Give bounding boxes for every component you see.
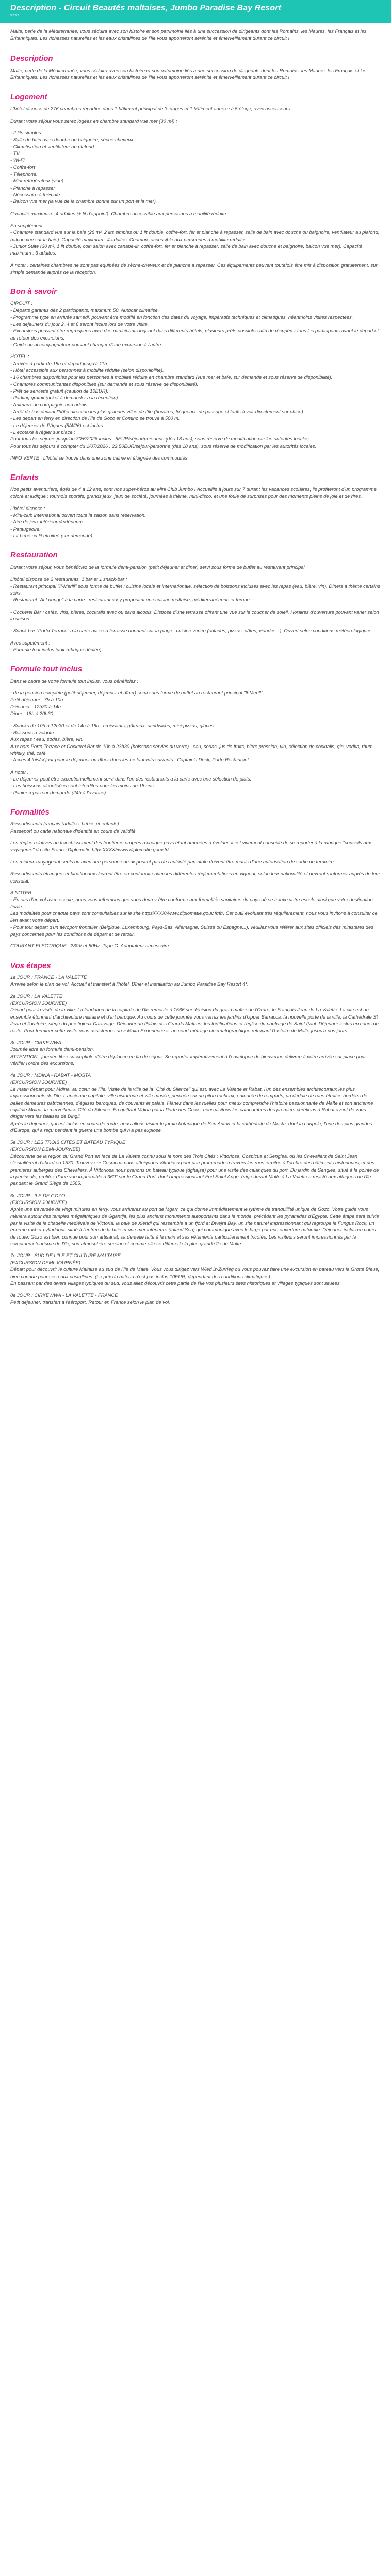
intro-paragraph: Malte, perle de la Méditerranée, vous séduira avec son histoire et son patrimoine liés à une succession de dirigeants dont les Romains, les Maures, les Français et les Britanniques. Les richesses naturelles et les eaux cristallines de l'île vous apporteront sérénité et émerveillement durant ce circuit ! <box>10 28 367 41</box>
section-paragraph: L'hôtel dispose : - Mini-club international ouvert toute la saison sans réservation. - Aire de jeux intérieure/extérieure. - Pataugeoire. - Lit bébé ou lit étroiteé (sur demande). <box>10 505 146 539</box>
section-paragraph: Ressortissants étrangers et binationaux devront être en conformité avec les différentes réglementations en vigueur, selon leur nationalité et devront s'informer auprès de leur consulat. <box>10 871 380 884</box>
section-title-vos-etapes: Vos étapes <box>10 961 51 970</box>
section-paragraph: A NOTER : - En cas d'un vol avec escale, nous vous informons que vous devrez être conforme aux formalités sanitaires du pays où se trouve votre escale ainsi que votre destination finale. Les modalités pour chaque pays sont consultables sur le site httpsXXXX//www.diplomatie.gouv.fr/fr/. Cet outil évoluant très régulièrement, nous vous invitons à consulter ce lien avant votre départ. - Pour tout départ d'un aéroport frontalier (Belgique, Luxembourg, Pays-Bas, Allemagne, Suisse ou Espagne...), veuillez vous référer aux sites officiels des ministères des pays concernés pour les conditions de départ et de retour. <box>10 889 378 937</box>
section-paragraph: Dans le cadre de votre formule tout inclus, vous bénéficiez : <box>10 677 139 684</box>
section-paragraph: Ressortissants français (adultes, bébés et enfants) : Passeport ou carte nationale d'identité en cours de validité. <box>10 821 137 834</box>
section-paragraph: L'hôtel dispose de 276 chambres réparties dans 1 bâtiment principal de 3 étages et 1 bâtiment annexe à 5 étage, avec ascenseurs. <box>10 106 291 112</box>
section-title-restauration: Restauration <box>10 551 58 560</box>
section-paragraph: Les mineurs voyageant seuls ou avec une personne ne disposant pas de l'autorité parentale doivent être munis d'une autorisation de sortie de territoire. <box>10 858 335 865</box>
section-paragraph: - Snacks de 10h à 12h30 et de 14h à 18h : croissants, gâteaux, sandwichs, mini-pizzas, glaces. - Boissons à volonté : Aux repas : eau, sodas, bière, vin. Aux bars Porto Terrace et Cockerel Bar de 10h à 23h30 (boissons servies au verre) : eau, sodas, jus de fruits, bière pression, vin, sélection de cocktails, gin, vodka, rhum, whisky, thé, café. - Accès 4 fois/séjour pour le déjeuner ou dîner dans les restaurants suivants : Captain's Deck, Porto Restaurant. <box>10 722 374 763</box>
main-content <box>0 23 391 1306</box>
section-title-formule-tout-inclus: Formule tout inclus <box>10 665 83 674</box>
section-paragraph: COURANT ELECTRIQUE : 230V et 50Hz. Type G. Adaptateur nécessaire. <box>10 943 171 949</box>
section-paragraph: Capacité maximum : 4 adultes (+ lit d'appoint). Chambre accessible aux personnes à mobilité réduite. <box>10 210 228 216</box>
section-paragraph: Avec supplément : - Formule tout inclus (voir rubrique dédiée). <box>10 639 103 652</box>
section-title-enfants: Enfants <box>10 473 39 482</box>
section-formule-tout-inclus <box>10 664 381 796</box>
section-paragraph: - Snack bar "Porto Terrace" à la carte avec sa terrasse donnant sur la plage : cuisine variée (salades, pizzas, pâtes, viandes...). Ouvert selon conditions météorologiques. <box>10 628 373 634</box>
section-paragraph: - Cockerel Bar : cafés, vins, bières, cocktails avec ou sans alcools. Dispose d'une terrasse offrant une vue sur le coucher de soleil. Horaires d'ouverture pouvant varier selon la saison. <box>10 608 379 621</box>
section-paragraph: Les règles relatives au franchissement des frontières propres à chaque pays étant amenées à évoluer, il est vivement conseillé de se reporter à la rubrique "conseils aux voyageurs" du site France Diplomatie,httpsXXXX//www.diplomatie.gouv.fr/. <box>10 840 371 853</box>
section-description <box>10 54 381 80</box>
section-paragraph: L'hôtel dispose de 2 restaurants, 1 bar et 1 snack-bar : - Restaurant principal "Il-Merill" sous forme de buffet : cuisine locale et internationale, sélection de boissons incluses avec les repas (eau, bière, vin). Dîners à thème certains soirs. - Restaurant "Al Lounge" à la carte : restaurant cosy proposant une cuisine maltaise, méditerranéenne et turque. <box>10 576 380 603</box>
section-paragraph: 6e JOUR : ILE DE GOZO (EXCURSION JOURNÉE) Après une traversée de vingt minutes en ferry, vous arriverez au port de Mgarr, ce qui donne immédiatement le rythme de tranquillité unique de Gozo. Votre guide vous mènera autour des temples mégalithiques de Ggantija, les plus anciens monuments autoportants dans le monde, précédant les pyramides d'Égypte. Cette étape sera suivie par la visite de la citadelle médiévale de Victoria, la baie de Xlendi qui ressemble à un fjord et Dwejra Bay, un site naturel impressionnant qui regroupe le Fungus Rock, un énorme rocher cylindrique situé à l'entrée de la baie et une mer intérieure (Inland Sea) qui communique avec le large par une ouverture naturelle. Déjeuner inclus en cours de route. Gozo est bien connue pour son artisanat, sa dentelle faite à la main et ses vêtements particulièrement tricotés. Les visiteurs seront impressionnés par le somptueux tourisme de l'île, son atmosphère sereine et comme elle se diffère de la plus grande île de Malte. <box>10 1192 379 1247</box>
section-paragraph: Durant votre séjour, vous bénéficiez de la formule demi-pension (petit déjeuner et dîner) servi sous forme de buffet au restaurant principal. <box>10 564 306 570</box>
section-paragraph: HOTEL : - Arrivée à partir de 15h et départ jusqu'à 11h. - Hôtel accessible aux personnes à mobilité réduite (selon disponibilité). - 16 chambres disponibles pour les personnes à mobilité réduite en chambre standard (vue mer et baie, sur demande et sous réserve de disponibilité). - Chambres communicantes disponibles (sur demande et sous réserve de disponibilité). - Prêt de serviette gratuit (caution de 10EUR). - Parking gratuit (ticket à demander à la réception). - Animaux de compagnie non admis. - Arrêt de bus devant l'hôtel direction les plus grandes villes de l'île (horaires, fréquence de passage et tarifs à voir directement sur place). - Les départ en ferry en direction de l'île de Gozo et Comino se trouve à 500 m. - Le déjeuner de Pâques (5/4/26) est inclus. - L'ecotaxe à régler sur place : Pour tous les séjours jusqu'au 30/6/2026 inclus : 5EUR/séjour/personne (dès 18 ans), sous réserve de modification par les autorités locales. Pour tous les séjours à compter du 1/07/2026 : 22,50EUR/séjour/personne (dès 18 ans), sous réserve de modification par les autorités locales. <box>10 353 333 449</box>
section-paragraph: À noter : - Le déjeuner peut être exceptionnellement servi dans l'un des restaurants à la carte avec une sélection de plats. - Les boissons alcoolisées sont interdites pour les moins de 18 ans. - Panier repas sur demande (24h à l'avance). <box>10 769 252 795</box>
section-paragraph: 3e JOUR : CIRKEWWA Journée libre en formule demi-pension. ATTENTION : journée libre susceptible d'être déplacée en fin de séjour. Se reporter impérativement à l'enveloppe de bienvenue délivrée à votre arrivée sur place pour vérifier l'ordre des excursions. <box>10 1039 366 1066</box>
section-paragraph: 8e JOUR : CIRKEWWA - LA VALETTE - FRANCE Petit déjeuner, transfert à l'aéroport. Retour en France selon le plan de vol. <box>10 1292 170 1305</box>
page-title: Description - Circuit Beautés maltaises, Jumbo Paradise Bay Resort <box>10 4 281 12</box>
section-paragraph: Malte, perle de la Méditerranée, vous séduira avec son histoire et son patrimoine liés à une succession de dirigeants dont les Romains, les Maures, les Français et les Britanniques. Les richesses naturelles et les eaux cristallines de l'île vous apporteront sérénité et émerveillement durant ce circuit ! <box>10 67 367 80</box>
hotel-stars: **** <box>10 13 20 19</box>
section-vos-etapes <box>10 961 381 1306</box>
section-paragraph: INFO VERTE : L'hôtel se trouve dans une zone calme et éloignée des commodités. <box>10 455 189 461</box>
section-paragraph: 5e JOUR : LES TROIS CITÉS ET BATEAU TYPIQUE (EXCURSION DEMI-JOURNÉE) Découverte de la région du Grand Port en face de La Valette connu sous le nom des Trois Cités : Vittoriosa, Cospicua et Senglea, où les Chevaliers de Saint Jean s'installèrent d'abord en 1530. Trouvez sur Cospicua nous atteignons Vittoriosa pour une promenade à travers les rues étroites à l'ombre des bâtiments historiques, et des premières auberges des Chevaliers. À Vittoriosa nous prenons un bateau typique (dghajsa) pour une visite des calanques du port. Du jardin de Senglea, situé à la pointe de la péninsule, profitez d'une vue imprenable à 360° sur le Grand Port, dont l'impressionnant Fort Saint Ange, érigé durant Malte à La Valette a résisté aux attaques de l'île pendant le Grand Siège de 1565. <box>10 1139 379 1187</box>
page-header <box>0 0 391 23</box>
section-enfants <box>10 472 381 539</box>
section-title-description: Description <box>10 54 53 63</box>
section-paragraph: CIRCUIT : - Départs garantis dès 2 participants, maximum 50. Autocar climatisé. - Programme type en arrivée samedi, pouvant être modifié en fonction des dates du voyage, impératifs techniques et climatiques, néanmoins visites respectées. - Les déjeuners du jour 2, 4 et 6 seront inclus lors de votre visite. - Excursions pouvant être regroupées avec des participants logeant dans différents hôtels, plusieurs prêts possibles afin de récupérer tous les participants avant le départ et au retour des excursions. - Guide ou accompagnateur pouvant changer d'une excursion à l'autre. <box>10 300 379 347</box>
section-paragraph: 7e JOUR : SUD DE L'ILE ET CULTURE MALTAISE (EXCURSION DEMI-JOURNÉE) Départ pour découvrir le culture Maltaise au sud de l'île de Malte. Vous vous dirigez vers Wied iz-Zurrieg où vous pouvez faire une excursion en bateau vers la Grotte Bleue, bien connue pour ses eaux cristallines. (Le prix du bateau n'est pas inclus 10EUR, dépendant des conditions climatiques) En passant par des divers villages typiques du sud, vous allez découvrir cette partie de l'île vos plusieurs sites historiques et villages typiques sont situées. <box>10 1252 380 1286</box>
section-title-formalites: Formalités <box>10 807 50 817</box>
section-paragraph: 4e JOUR : MDINA - RABAT - MOSTA (EXCURSION JOURNÉE) Le matin départ pour Mdina, au cœur de l'île. Visite de la ville de la "Cité du Silence" qui est, avec La Valette et Rabat, l'un des ensembles architecturaux les plus impressionnants de l'île. L'ancienne capitale, ville historique et ville musée, perchée sur un piton rocheux, entourée de remparts, un dédale de rues étroites bordées de belles demeures patriciennes, d'églises baroques, de couvents et palais. Flânez dans les ruelles pour mieux comprendre l'histoire passionnante de Malte et son ancienne capitale Mdina, la merveilleuse Cité du Silence. En quittant Mdina par la Porte des Grecs, nous visitons les catacombes des premiers chrétiens à Rabat avant de vous diriger vers les falaises de Dingli. Après le déjeuner, qui est inclus en cours de route, nous allons visiter le jardin botanique de San Anton et la cathédrale de Mosta, dont la coupole, l'une des plus grandes d'Europe, qui a reçu pendant la guerre une bombe qui n'a pas explosé. <box>10 1072 373 1133</box>
section-paragraph: Durant votre séjour vous serez logées en chambre standard vue mer (30 m²) : <box>10 117 177 124</box>
section-formalites <box>10 807 381 950</box>
section-paragraph: Nos petits aventuriers, âgés de 4 à 12 ans, sont nos super-héros au Mini Club Jumbo ! Accueillis à jours sur 7 durant les vacances scolaires, ils profiteront d'un programme coloré et ludique : tournois sportifs, grands jeux, jeux de société, journées à thème, mini-disco, et une foule de surprises pour des moments pleins de joie et de rires. <box>10 486 377 499</box>
section-paragraph: - 2 lits simples. - Salle de bain avec douche ou baignoire, sèche-cheveux. - Climatisation et ventilateur au plafond - TV - Wi-Fi. - Coffre-fort - Téléphone. - Mini-réfrigérateur (vide). - Planche à repasser - Nécessaire à thé/café. - Balcon vue mer (la vue de la chambre donne sur un port et la mer). <box>10 129 157 205</box>
section-paragraph: En supplément : - Chambre standard vue sur la baie (28 m², 2 lits simples ou 1 lit double, coffre-fort, fer et planche à repasser, salle de bain avec douche ou baignoire, ventilateur au plafond, balcon vue sur la baie). Capacité maximum : 4 adultes. Chambre accessible aux personnes à mobilité réduite. - Junior Suite (30 m², 1 lit double, coin salon avec canapé-lit, coffre-fort, fer et planche à repasser, salle de bain avec douche et baignoire, balcon vue mer). Capacité maximum : 3 adultes. <box>10 222 380 256</box>
section-paragraph: À noter : certaines chambres ne sont pas équipées de sèche-cheveux et de planche à repasser. Ces équipements peuvent toutefois être mis à disposition gratuitement, sur simple demande auprès de la réception. <box>10 262 378 275</box>
sections-container <box>10 54 381 1305</box>
section-paragraph: 2e JOUR : LA VALETTE (EXCURSION JOURNÉE) Départ pour la visite de la ville. La fondation de la capitale de l'île remonte à 1566 sur décision du grand maître de l'Ordre, le Français Jean de La Valette. La cité est un ensemble étonnant d'architecture militaire et d'art baroque. Au cours de cette journée vous verrez les jardins d'Upper Barracca, la nouvelle porte de la ville, la Cathédrale St Jean et l'oratoire, siège du prestigieux Caravage. Déjeuner au Palais des Grands Maîtres, les fortifications et l'église du naufrage de Saint Paul. Déjeuner inclus en cours de route. Pour terminer cette visite nous assisterons au « Malta Experience », un court métrage cinématographique retraçant l'histoire de Malte jusqu'à nos jours. <box>10 993 379 1033</box>
section-title-logement: Logement <box>10 92 47 101</box>
section-title-bon-a-savoir: Bon à savoir <box>10 287 57 296</box>
section-paragraph: - de la pension complète (petit-déjeuner, déjeuner et dîner) servi sous forme de buffet au restaurant principal "Il-Merill". Petit déjeuner : 7h à 10h Déjeuner : 12h30 à 14h Dîner : 18h à 20h30 <box>10 690 264 717</box>
section-bon-a-savoir <box>10 286 381 461</box>
section-restauration <box>10 550 381 653</box>
section-paragraph: 1e JOUR : FRANCE - LA VALETTE Arrivée selon le plan de vol. Accueil et transfert à l'hôtel. Dîner et installation au Jumbo Paradise Bay Resort 4*. <box>10 974 249 987</box>
section-logement <box>10 92 381 276</box>
